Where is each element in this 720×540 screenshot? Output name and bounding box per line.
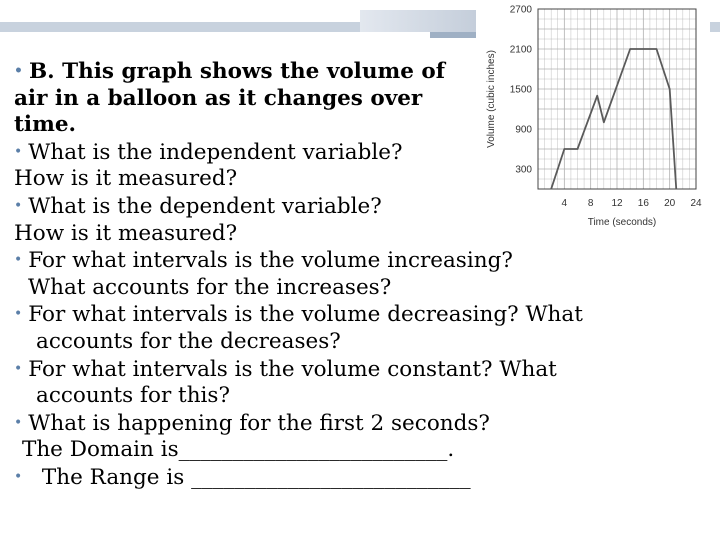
bullet-icon: • (14, 252, 23, 269)
question-text: For what intervals is the volume constant? What (28, 356, 557, 382)
range-prompt (14, 464, 714, 492)
x-tick-label: 24 (690, 198, 702, 209)
x-axis-label: Time (seconds) (587, 217, 657, 228)
heading-text: B. This graph shows the volume of (28, 59, 445, 84)
question-text: What is the dependent variable? (28, 193, 382, 219)
y-axis-label: Volume (cubic inches) (486, 50, 497, 148)
question-text: For what intervals is the volume decreasing? What (28, 302, 583, 328)
y-tick-label: 2100 (509, 44, 532, 56)
x-tick-label: 4 (561, 198, 568, 209)
x-tick-label: 20 (664, 198, 676, 209)
question-list (14, 58, 714, 492)
x-tick-label: 8 (587, 198, 594, 209)
question-constant-accounts: accounts for this? (36, 383, 230, 409)
title-bar-decoration (0, 0, 520, 42)
y-tick-label: 1500 (509, 84, 532, 96)
question-dependent-measure: How is it measured? (14, 220, 238, 246)
heading-line: air in a balloon as it changes over (14, 85, 423, 111)
x-tick-label: 12 (611, 198, 623, 209)
bullet-icon: • (14, 468, 23, 485)
bullet-icon: • (14, 143, 23, 160)
question-constant (14, 356, 714, 384)
question-increasing (14, 247, 714, 275)
question-decreasing-accounts: accounts for the decreases? (36, 328, 341, 354)
heading-line: time. (14, 112, 77, 138)
question-first-2-seconds (14, 410, 714, 438)
question-increasing-accounts: What accounts for the increases? (28, 274, 392, 300)
question-independent-measure: How is it measured? (14, 166, 238, 192)
range-text: The Range is __________________________ (28, 464, 471, 490)
question-independent (14, 139, 714, 167)
bullet-icon: • (14, 63, 23, 79)
bullet-icon: • (14, 360, 23, 377)
question-decreasing (14, 301, 714, 329)
bullet-icon: • (14, 414, 23, 431)
x-tick-label: 16 (637, 198, 649, 209)
bullet-icon: • (14, 306, 23, 323)
y-tick-label: 900 (515, 124, 532, 136)
y-tick-label: 2700 (509, 4, 532, 16)
domain-prompt: The Domain is_________________________. (22, 437, 455, 463)
question-text: For what intervals is the volume increasing? (28, 248, 513, 274)
question-text: What is the independent variable? (28, 139, 403, 165)
question-dependent (14, 193, 714, 221)
heading-line (14, 58, 714, 86)
question-text: What is happening for the first 2 seconds? (28, 410, 490, 436)
y-tick-label: 300 (515, 164, 532, 176)
bullet-icon: • (14, 197, 23, 214)
